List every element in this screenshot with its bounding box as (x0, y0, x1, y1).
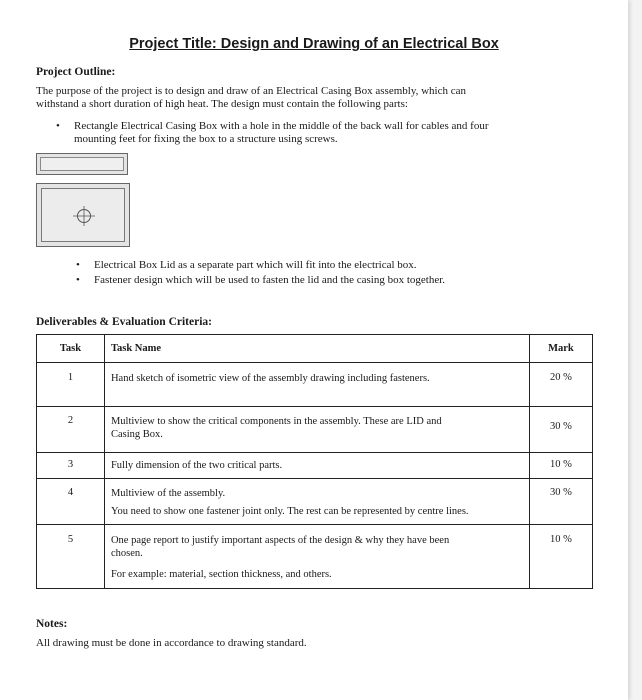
bullet-text: Fastener design which will be used to fasten the lid and the casing box together. (94, 274, 446, 286)
bullet-text: Electrical Box Lid as a separate part which will fit into the electrical box. (94, 259, 417, 271)
bullet-dot-icon: • (76, 274, 80, 286)
outline-paragraph-line: withstand a short duration of high heat. The design must contain the following parts: (36, 98, 408, 110)
outline-paragraph-line: The purpose of the project is to design and draw of an Electrical Casing Box assembly, which can (36, 85, 466, 97)
task-name-line: For example: material, section thickness, and others. (110, 569, 332, 580)
deliverables-heading: Deliverables & Evaluation Criteria: (36, 316, 212, 328)
bullet-fastener (76, 274, 556, 287)
table-row (37, 363, 593, 407)
table-row (37, 407, 593, 453)
task-name-line: Multiview to show the critical components in the assembly. These are LID and (110, 416, 442, 427)
task-number: 1 (37, 363, 105, 407)
task-mark: 30 % (529, 407, 592, 453)
task-mark: 10 % (529, 453, 592, 479)
header-task-name: Task Name (104, 335, 529, 363)
task-name-line: Multiview of the assembly. (110, 488, 226, 499)
page-title: Project Title: Design and Drawing of an Electrical Box (129, 36, 499, 52)
cable-hole-icon (71, 204, 97, 228)
task-name (104, 453, 529, 479)
bullet-casing-box (56, 120, 556, 148)
bullet-text-line: Rectangle Electrical Casing Box with a hole in the middle of the back wall for cables and four (74, 120, 489, 132)
casing-box-front-view-figure (36, 183, 130, 247)
task-name-line: One page report to justify important aspects of the design & why they have been (110, 535, 450, 546)
task-name-line: Hand sketch of isometric view of the assembly drawing including fasteners. (110, 373, 430, 384)
task-mark: 10 % (529, 525, 592, 589)
task-name-line: You need to show one fastener joint only. The rest can be represented by centre lines. (110, 506, 469, 517)
task-mark: 30 % (529, 479, 592, 525)
table-row (37, 525, 593, 589)
task-name (104, 407, 529, 453)
evaluation-criteria-table (36, 334, 593, 589)
task-name-line: chosen. (110, 548, 143, 559)
outline-paragraph (36, 85, 536, 111)
task-mark: 20 % (529, 363, 592, 407)
header-mark: Mark (529, 335, 592, 363)
task-name (104, 525, 529, 589)
table-row (37, 479, 593, 525)
bullet-dot-icon: • (56, 120, 60, 132)
task-number: 2 (37, 407, 105, 453)
table-header-row (37, 335, 593, 363)
outline-heading: Project Outline: (36, 66, 116, 78)
task-number: 5 (37, 525, 105, 589)
task-name-line: Fully dimension of the two critical parts. (110, 460, 283, 471)
bullet-lid (76, 259, 556, 272)
task-name (104, 479, 529, 525)
task-number: 3 (37, 453, 105, 479)
bullet-text-line: mounting feet for fixing the box to a structure using screws. (74, 133, 338, 145)
task-number: 4 (37, 479, 105, 525)
task-name-line: Casing Box. (110, 429, 163, 440)
bullet-dot-icon: • (76, 259, 80, 271)
notes-heading: Notes: (36, 618, 68, 630)
table-row (37, 453, 593, 479)
casing-box-top-view-figure (36, 153, 128, 175)
header-task: Task (37, 335, 105, 363)
figure-inner-frame (40, 157, 124, 171)
bullet-text (74, 120, 489, 146)
notes-text: All drawing must be done in accordance to drawing standard. (36, 637, 307, 649)
task-name (104, 363, 529, 407)
